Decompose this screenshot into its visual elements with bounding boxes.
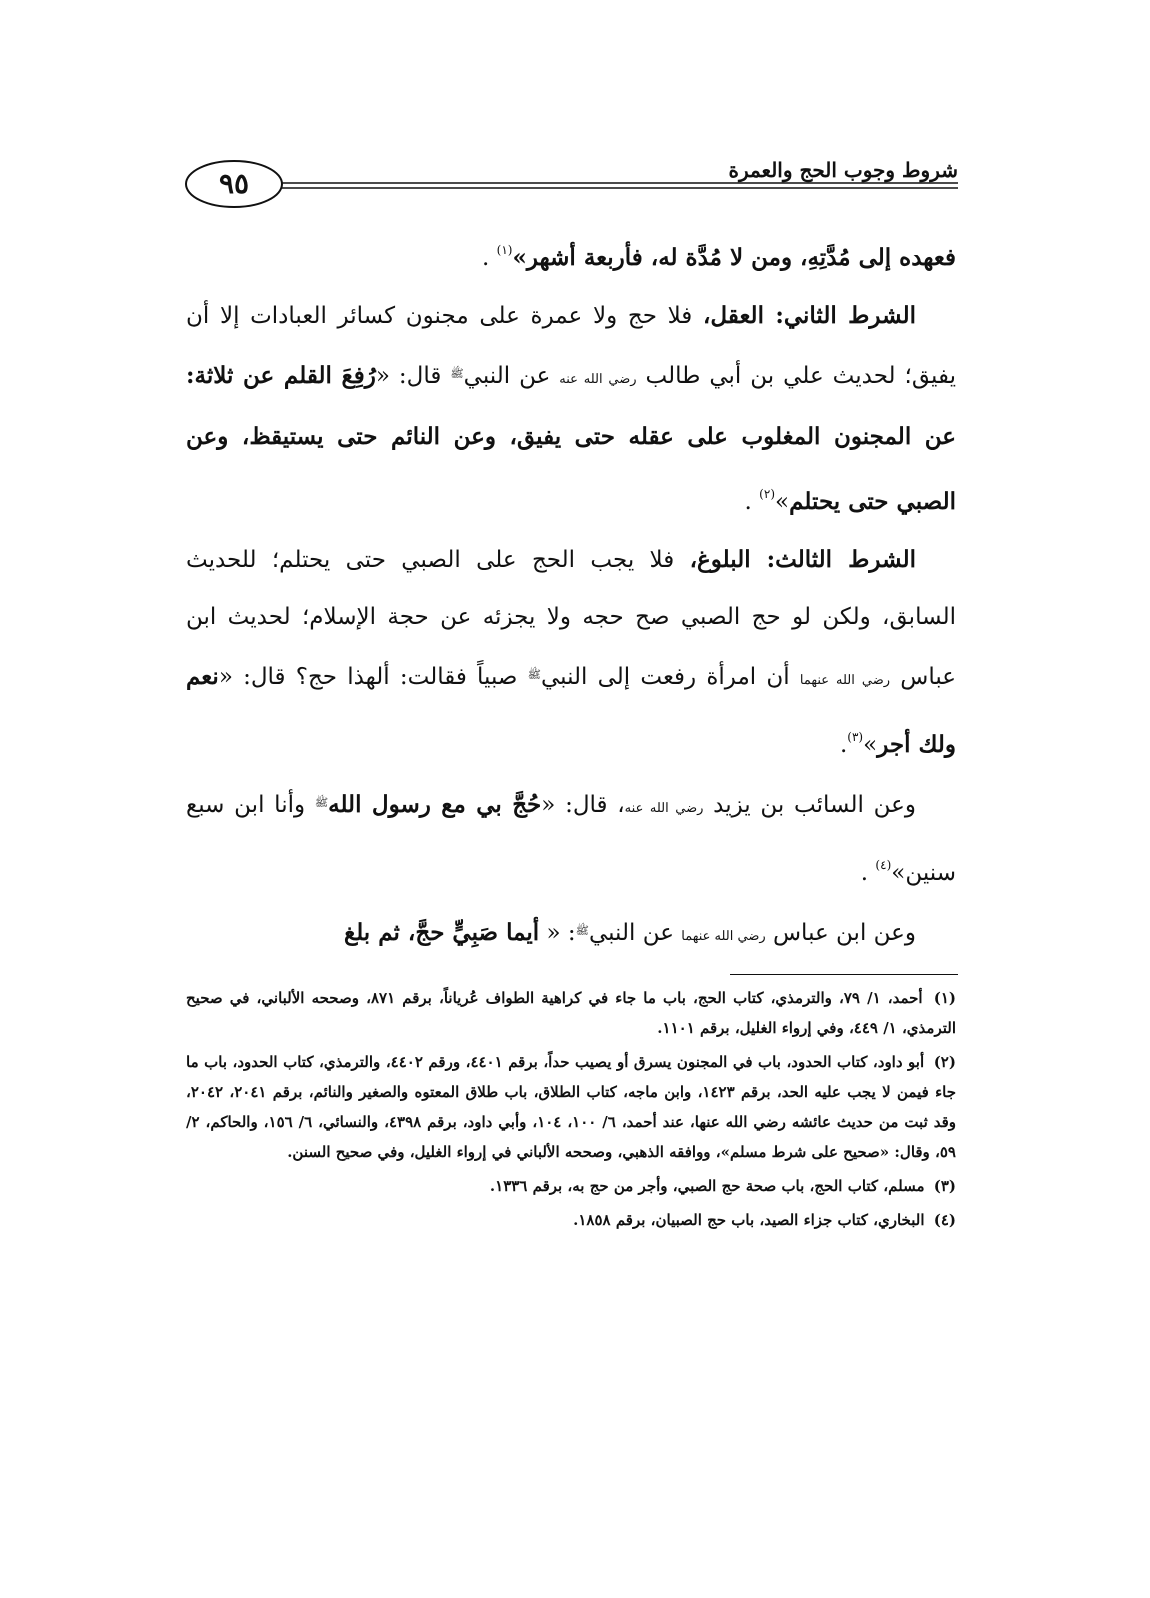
text-end: . (482, 245, 497, 271)
paragraph-2 (186, 287, 956, 531)
text-run: أن امرأة رفعت إلى النبي (540, 664, 800, 690)
hadith-text: رُفِعَ القلم عن ثلاثة: عن المجنون المغلوب على عقله حتى يفيق، وعن النائم حتى يستيقظ، وعن الصبي حتى يحتلم (186, 362, 956, 515)
text-run: » (891, 860, 906, 886)
text-run: : « (539, 920, 576, 946)
salawat-honorific: ﷺ (450, 367, 464, 380)
hadith-text: أيما صَبِيٍّ حجَّ، ثم بلغ (343, 919, 540, 946)
footnote-2 (186, 1047, 956, 1167)
paragraph-3 (186, 531, 956, 774)
footnote-number: (٢) (933, 1053, 956, 1071)
main-text (186, 222, 956, 965)
condition-term: الشرط الثالث: البلوغ، (689, 546, 916, 573)
footnotes (186, 983, 956, 1239)
salawat-honorific: ﷺ (527, 668, 541, 681)
footnote-number: (١) (933, 989, 957, 1007)
text-run: قال: « (375, 363, 451, 389)
text-end: . (839, 732, 848, 758)
text-end: . (860, 860, 876, 886)
radi-honorific: رضي الله عنهما (681, 929, 766, 944)
footnote-separator (730, 974, 958, 975)
radi-honorific: رضي الله عنه (624, 801, 704, 816)
footnote-1 (186, 983, 956, 1043)
footnote-ref-2: (٢) (759, 487, 775, 501)
footnote-ref-3: (٣) (847, 730, 864, 744)
text-run: عن النبي (463, 363, 560, 389)
text-run: صبياً فقالت: ألهذا حج؟ قال: « (218, 664, 528, 690)
text-run: فلا يجب الحج على الصبي حتى يحتلم؛ للحديث السابق، ولكن لو حج الصبي صح حجه ولا يجزئه عن حجة الإسلام؛ لحديث ابن عباس (186, 547, 956, 690)
text-run: ، قال: « (541, 792, 625, 818)
footnote-text: أحمد، ١/ ٧٩، والترمذي، كتاب الحج، باب ما جاء في كراهية الطواف عُرياناً، برقم ٨٧١، وصححه الألباني، في صحيح الترمذي، ١/ ٤٤٩، وفي إرواء الغليل، برقم ١١٠١. (186, 989, 956, 1037)
text-run: » (863, 732, 878, 758)
hadith-text: نعم ولك أجر (186, 663, 956, 758)
condition-term: الشرط الثاني: العقل، (702, 302, 916, 329)
footnote-ref-4: (٤) (875, 858, 892, 872)
radi-honorific: رضي الله عنهما (799, 673, 891, 688)
footnote-number: (٤) (933, 1211, 956, 1229)
footnote-3 (186, 1171, 956, 1201)
text-run: فلا حج ولا عمرة على مجنون كسائر العبادات إلا أن يفيق؛ لحديث علي بن أبي طالب (186, 303, 956, 389)
paragraph-1 (186, 222, 956, 287)
radi-honorific: رضي الله عنه (559, 372, 637, 387)
footnote-4 (186, 1205, 956, 1235)
paragraph-5 (186, 902, 956, 965)
text-run: » (775, 489, 790, 515)
text-run: وأنا ابن سبع سنين (186, 792, 956, 886)
hadith-text: حُجَّ بي مع رسول الله (328, 791, 542, 818)
text-end: . (744, 489, 760, 515)
footnote-text: أبو داود، كتاب الحدود، باب في المجنون يسرق أو يصيب حداً، برقم ٤٤٠١، ورقم ٤٤٠٢، والترمذي، كتاب الحدود، باب ما جاء فيمن لا يجب عليه الحد، برقم ١٤٢٣، وابن ماجه، كتاب الطلاق، باب طلاق المعتوه والصغير والنائم، برقم ٢٠٤١، ٢٠٤٢، وقد ثبت من حديث عائشه رضي الله عنها، عند أحمد، ٦/ ١٠٠، ١٠٤، وأبي داود، برقم ٤٣٩٨، والنسائي، ٦/ ١٥٦، والحاكم، ٢/ ٥٩، وقال: «صحيح على شرط مسلم»، ووافقه الذهبي، وصححه الألباني في إرواء الغليل، وفي صحيح السنن. (186, 1053, 957, 1161)
footnote-ref-1: (١) (496, 243, 513, 257)
salawat-honorific: ﷺ (575, 924, 589, 937)
page-number: ٩٥ (218, 167, 250, 200)
footnote-text: مسلم، كتاب الحج، باب صحة حج الصبي، وأجر من حج به، برقم ١٣٣٦. (489, 1177, 925, 1195)
paragraph-4 (186, 774, 956, 902)
footnote-number: (٣) (933, 1177, 956, 1195)
page-header (184, 158, 958, 214)
salawat-honorific: ﷺ (314, 796, 329, 809)
text-run: عن النبي (588, 920, 682, 946)
text-run: وعن السائب بن يزيد (713, 792, 916, 818)
running-title: شروط وجوب الحج والعمرة (728, 158, 958, 182)
footnote-text: البخاري، كتاب جزاء الصيد، باب حج الصبيان، برقم ١٨٥٨. (573, 1211, 925, 1229)
hadith-text: فعهده إلى مُدَّتِهِ، ومن لا مُدَّة له، فأربعة أشهر» (512, 244, 956, 271)
text-run: وعن ابن عباس (765, 920, 916, 946)
